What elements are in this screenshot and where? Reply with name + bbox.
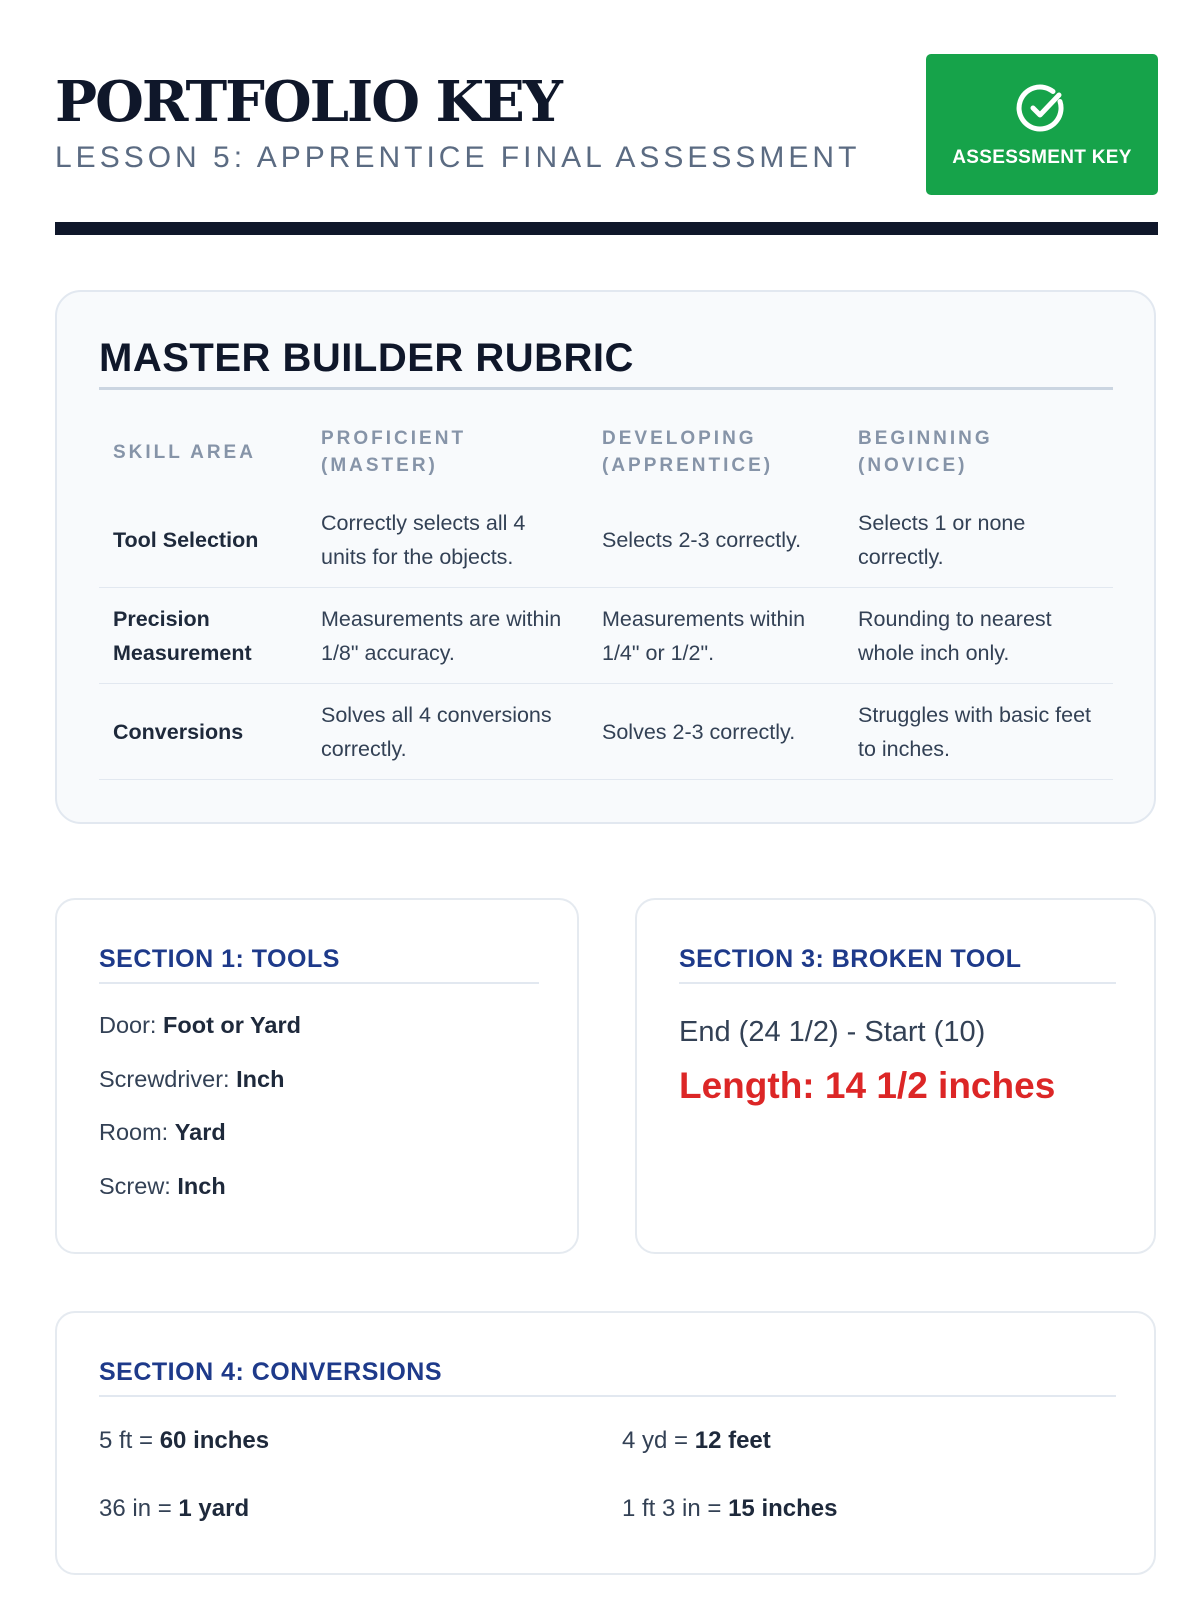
page-title: PORTFOLIO KEY	[55, 69, 561, 135]
column-header: DEVELOPING (APPRENTICE)	[602, 428, 774, 476]
conversion-answer: 60 inches	[159, 1427, 270, 1454]
table-cell: Solves 2-3 correctly.	[588, 684, 844, 780]
section-1-title: SECTION 1: TOOLS	[99, 945, 340, 973]
conversion-item	[622, 1426, 771, 1456]
table-row	[99, 684, 1113, 780]
skill-cell: Tool Selection	[99, 492, 307, 588]
header	[55, 0, 1158, 236]
rubric-table	[99, 412, 1113, 780]
conversion-answer: 15 inches	[728, 1495, 838, 1522]
conversion-item	[99, 1426, 269, 1456]
section-4-title: SECTION 4: CONVERSIONS	[99, 1358, 442, 1386]
table-cell: Selects 2-3 correctly.	[588, 492, 844, 588]
page-subtitle: LESSON 5: APPRENTICE FINAL ASSESSMENT	[55, 141, 861, 174]
item-answer: Inch	[177, 1172, 226, 1199]
item-answer: Foot or Yard	[163, 1012, 301, 1038]
column-header: PROFICIENT (MASTER)	[321, 428, 467, 476]
badge-label: ASSESSMENT KEY	[952, 146, 1132, 168]
item-label: Screwdriver:	[99, 1065, 237, 1092]
portfolio-key-page	[55, 0, 1158, 1522]
table-cell: Measurements are within 1/8" accuracy.	[307, 588, 588, 684]
item-label: Screw:	[99, 1172, 178, 1199]
conversion-label: 4 yd =	[622, 1427, 695, 1454]
item-answer: Inch	[236, 1065, 285, 1092]
table-cell: Selects 1 or none correctly.	[844, 492, 1113, 588]
item-label: Room:	[99, 1119, 175, 1145]
conversion-item	[622, 1494, 837, 1524]
rubric-title: MASTER BUILDER RUBRIC	[99, 336, 634, 380]
rubric-title-divider	[99, 387, 1113, 390]
section-4-divider	[99, 1395, 1116, 1397]
measurement-expression: End (24 1/2) - Start (10)	[679, 1016, 986, 1048]
table-cell: Struggles with basic feet to inches.	[844, 684, 1113, 780]
table-cell: Solves all 4 conversions correctly.	[307, 684, 588, 780]
table-row	[99, 588, 1113, 684]
conversion-item	[99, 1494, 249, 1524]
conversion-answer: 1 yard	[178, 1495, 250, 1522]
skill-cell: Precision Measurement	[99, 588, 307, 684]
list-item	[99, 1010, 301, 1064]
table-row	[99, 492, 1113, 588]
header-divider	[55, 222, 1158, 235]
table-cell: Correctly selects all 4 units for the objects.	[307, 492, 588, 588]
tools-list	[99, 1010, 301, 1224]
measurement-result: Length: 14 1/2 inches	[679, 1065, 1056, 1106]
list-item	[99, 1064, 301, 1118]
section-1-divider	[99, 982, 539, 984]
skill-cell: Conversions	[99, 684, 307, 780]
section-4-card	[55, 1311, 1156, 1575]
assessment-key-badge	[926, 54, 1158, 195]
section-3-divider	[679, 982, 1116, 984]
check-circle-icon	[1015, 81, 1069, 135]
section-3-title: SECTION 3: BROKEN TOOL	[679, 945, 1022, 973]
rubric-panel	[55, 290, 1156, 824]
rubric-header-row	[99, 412, 1113, 492]
section-3-card	[635, 898, 1156, 1254]
column-header: SKILL AREA	[113, 441, 256, 463]
column-header: BEGINNING (NOVICE)	[858, 428, 993, 476]
conversion-label: 5 ft =	[99, 1427, 160, 1454]
section-1-card	[55, 898, 579, 1254]
table-cell: Rounding to nearest whole inch only.	[844, 588, 1113, 684]
item-label: Door:	[99, 1012, 163, 1038]
conversion-label: 36 in =	[99, 1495, 179, 1522]
item-answer: Yard	[174, 1119, 226, 1145]
list-item	[99, 1117, 301, 1171]
table-cell: Measurements within 1/4" or 1/2".	[588, 588, 844, 684]
conversion-label: 1 ft 3 in =	[622, 1495, 729, 1522]
conversion-answer: 12 feet	[694, 1427, 771, 1454]
list-item	[99, 1171, 301, 1225]
